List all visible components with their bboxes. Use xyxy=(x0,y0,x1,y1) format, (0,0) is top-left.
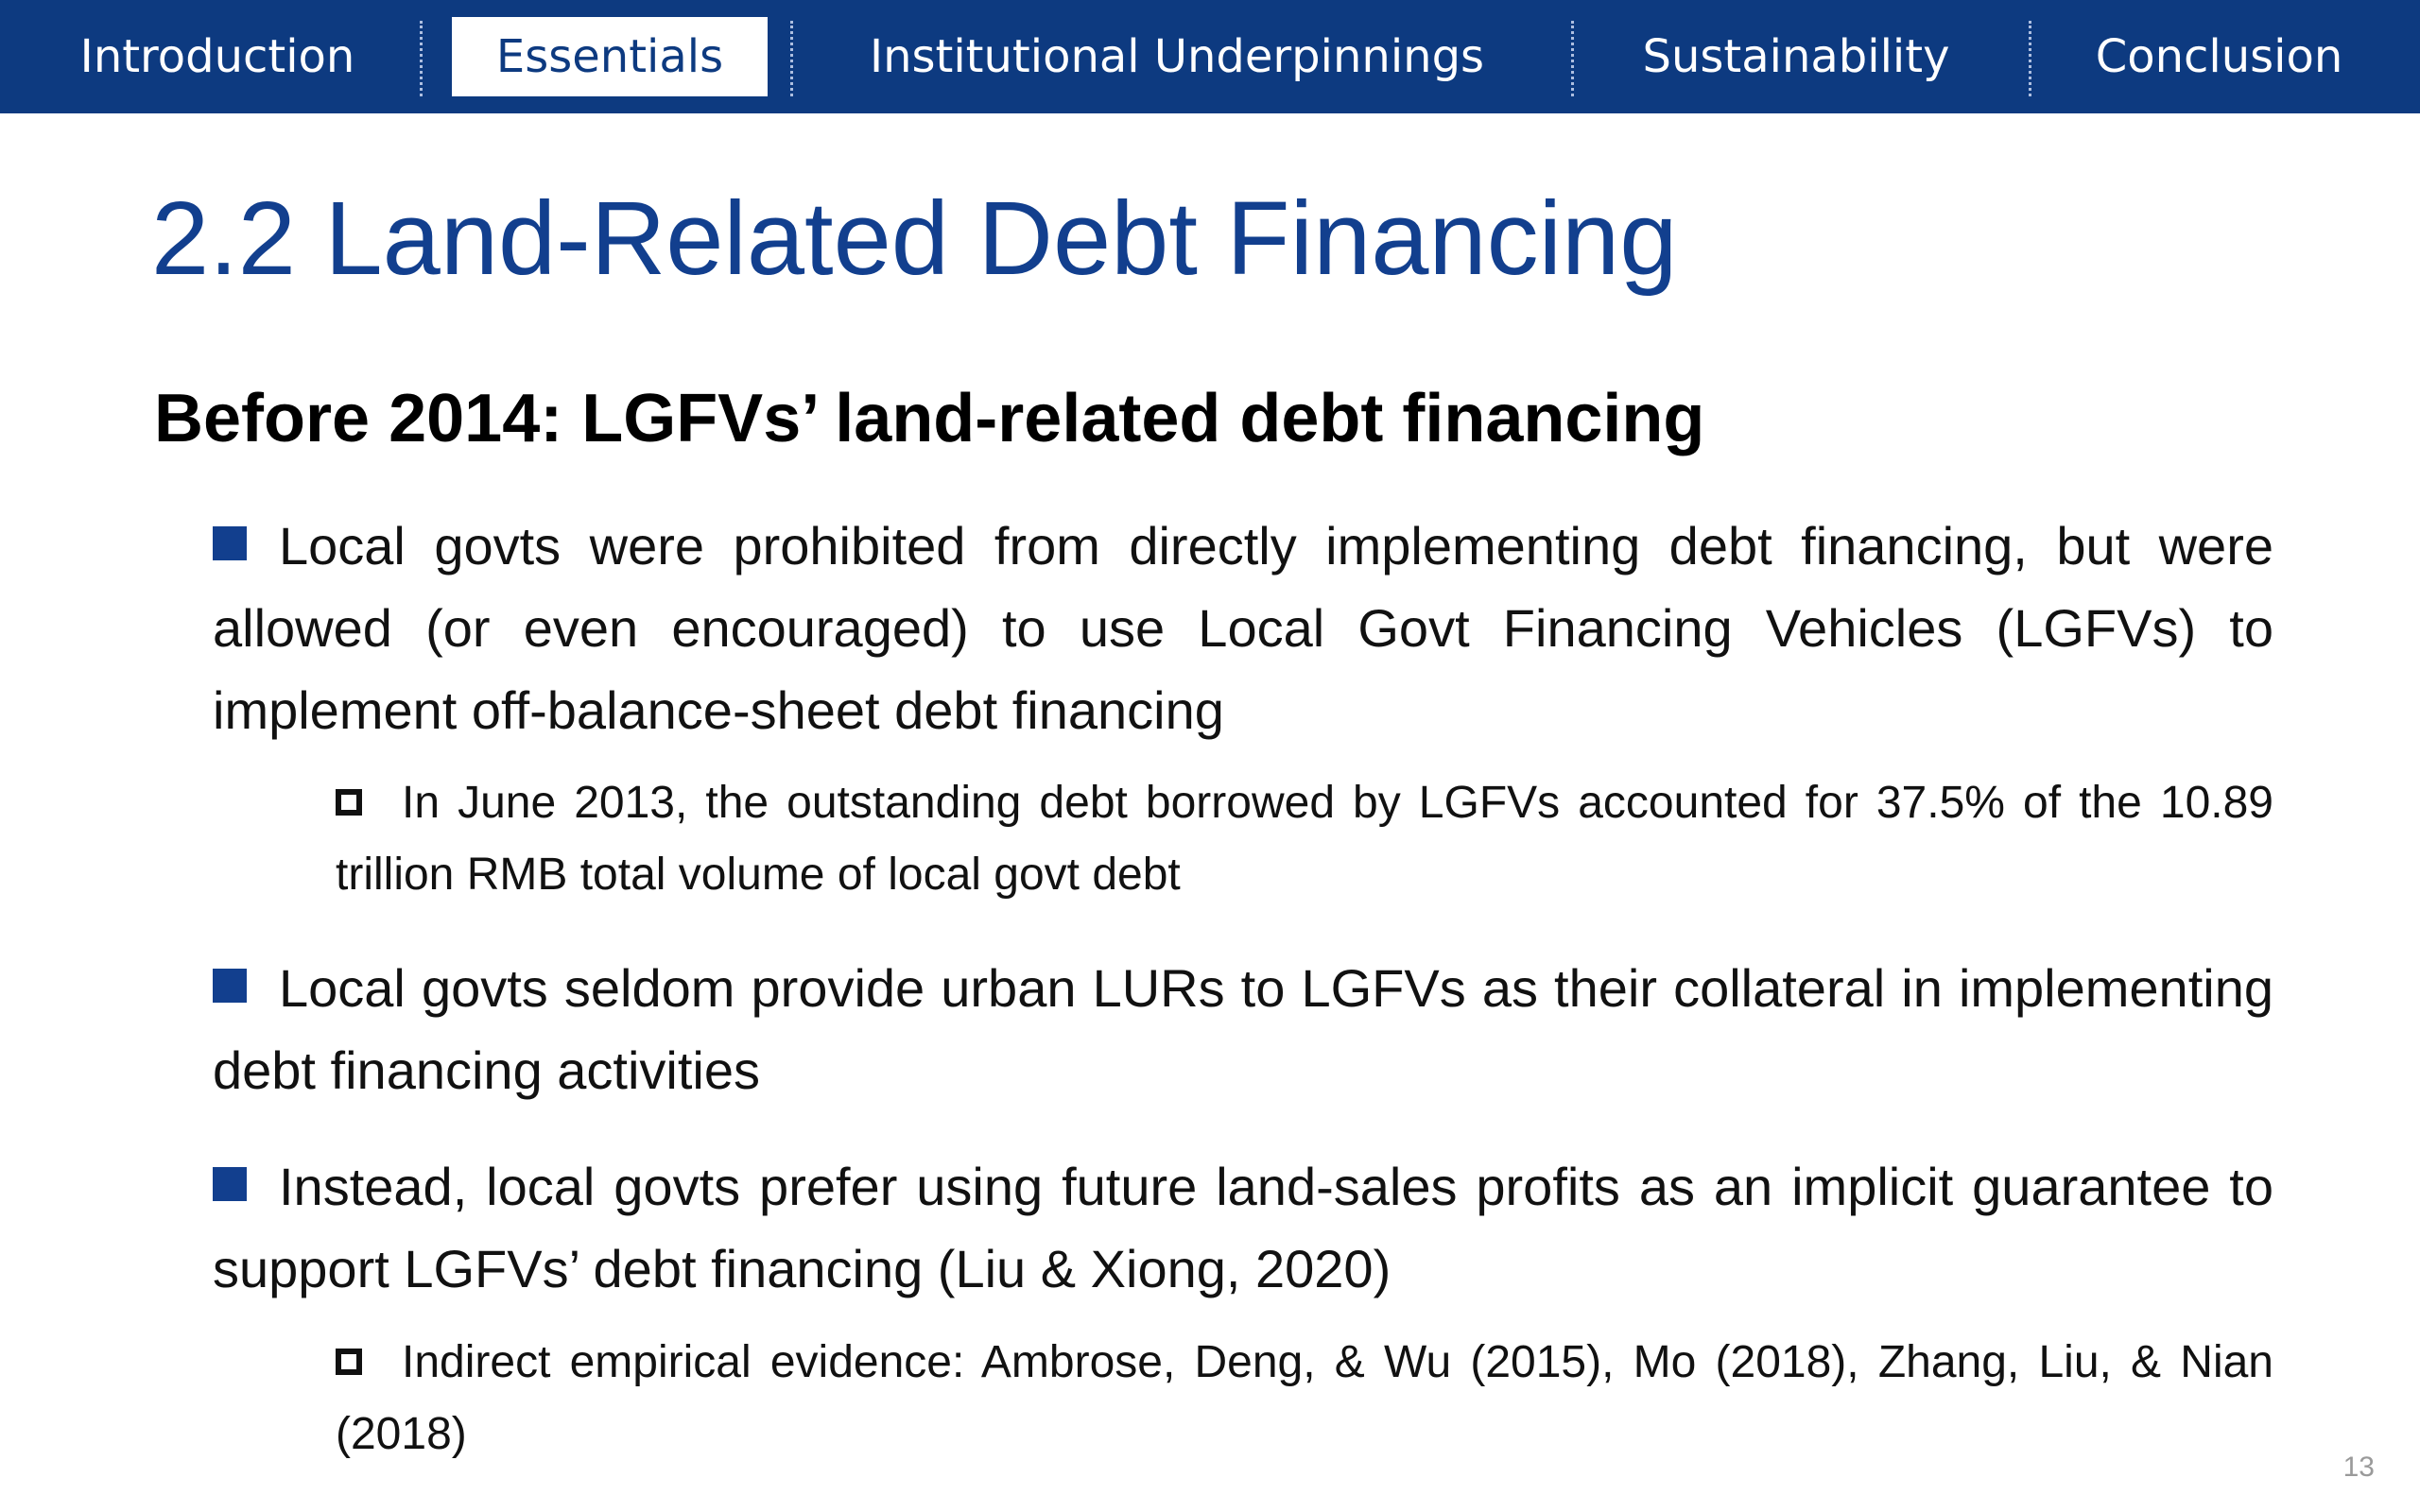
bullet-item xyxy=(213,1145,2273,1310)
hollow-square-bullet-icon xyxy=(336,789,362,816)
bullet-text: Local govts seldom provide urban LURs to LGFVs as their collateral in implementing debt financing activities xyxy=(213,958,2273,1100)
tab-introduction[interactable]: Introduction xyxy=(79,30,355,83)
tab-conclusion[interactable]: Conclusion xyxy=(2095,30,2343,83)
bullet-item xyxy=(213,947,2273,1111)
bullet-text: Local govts were prohibited from directly implementing debt financing, but were allowed (or even encouraged) to use Local Govt Financing Vehicles (LGFVs) to implement off-balance-sheet debt financing xyxy=(213,516,2273,740)
nav-separator xyxy=(2029,21,2031,96)
sub-bullet-item xyxy=(336,1327,2273,1470)
bullet-text: Instead, local govts prefer using future land-sales profits as an implicit guarantee to support LGFVs’ debt financing (Liu & Xiong, 2020) xyxy=(213,1157,2273,1298)
sub-bullet-text: Indirect empirical evidence: Ambrose, Deng, & Wu (2015), Mo (2018), Zhang, Liu, & Nian (2018) xyxy=(336,1337,2273,1459)
tab-institutional-underpinnings[interactable]: Institutional Underpinnings xyxy=(869,30,1485,83)
nav-separator xyxy=(790,21,793,96)
tab-essentials[interactable]: Essentials xyxy=(452,17,768,96)
nav-separator xyxy=(1571,21,1574,96)
sub-bullet-text: In June 2013, the outstanding debt borrowed by LGFVs accounted for 37.5% of the 10.89 trillion RMB total volume of local govt debt xyxy=(336,778,2273,900)
tab-sustainability[interactable]: Sustainability xyxy=(1642,30,1950,83)
slide-title: 2.2 Land-Related Debt Financing xyxy=(151,180,1678,297)
bullet-item xyxy=(213,505,2273,751)
filled-square-bullet-icon xyxy=(213,1167,247,1201)
hollow-square-bullet-icon xyxy=(336,1349,362,1375)
top-navigation-bar xyxy=(0,0,2420,113)
filled-square-bullet-icon xyxy=(213,526,247,560)
filled-square-bullet-icon xyxy=(213,969,247,1003)
page-number: 13 xyxy=(2342,1452,2375,1483)
sub-bullet-item xyxy=(336,767,2273,911)
nav-separator xyxy=(420,21,423,96)
section-subtitle: Before 2014: LGFVs’ land-related debt financing xyxy=(154,381,1705,456)
